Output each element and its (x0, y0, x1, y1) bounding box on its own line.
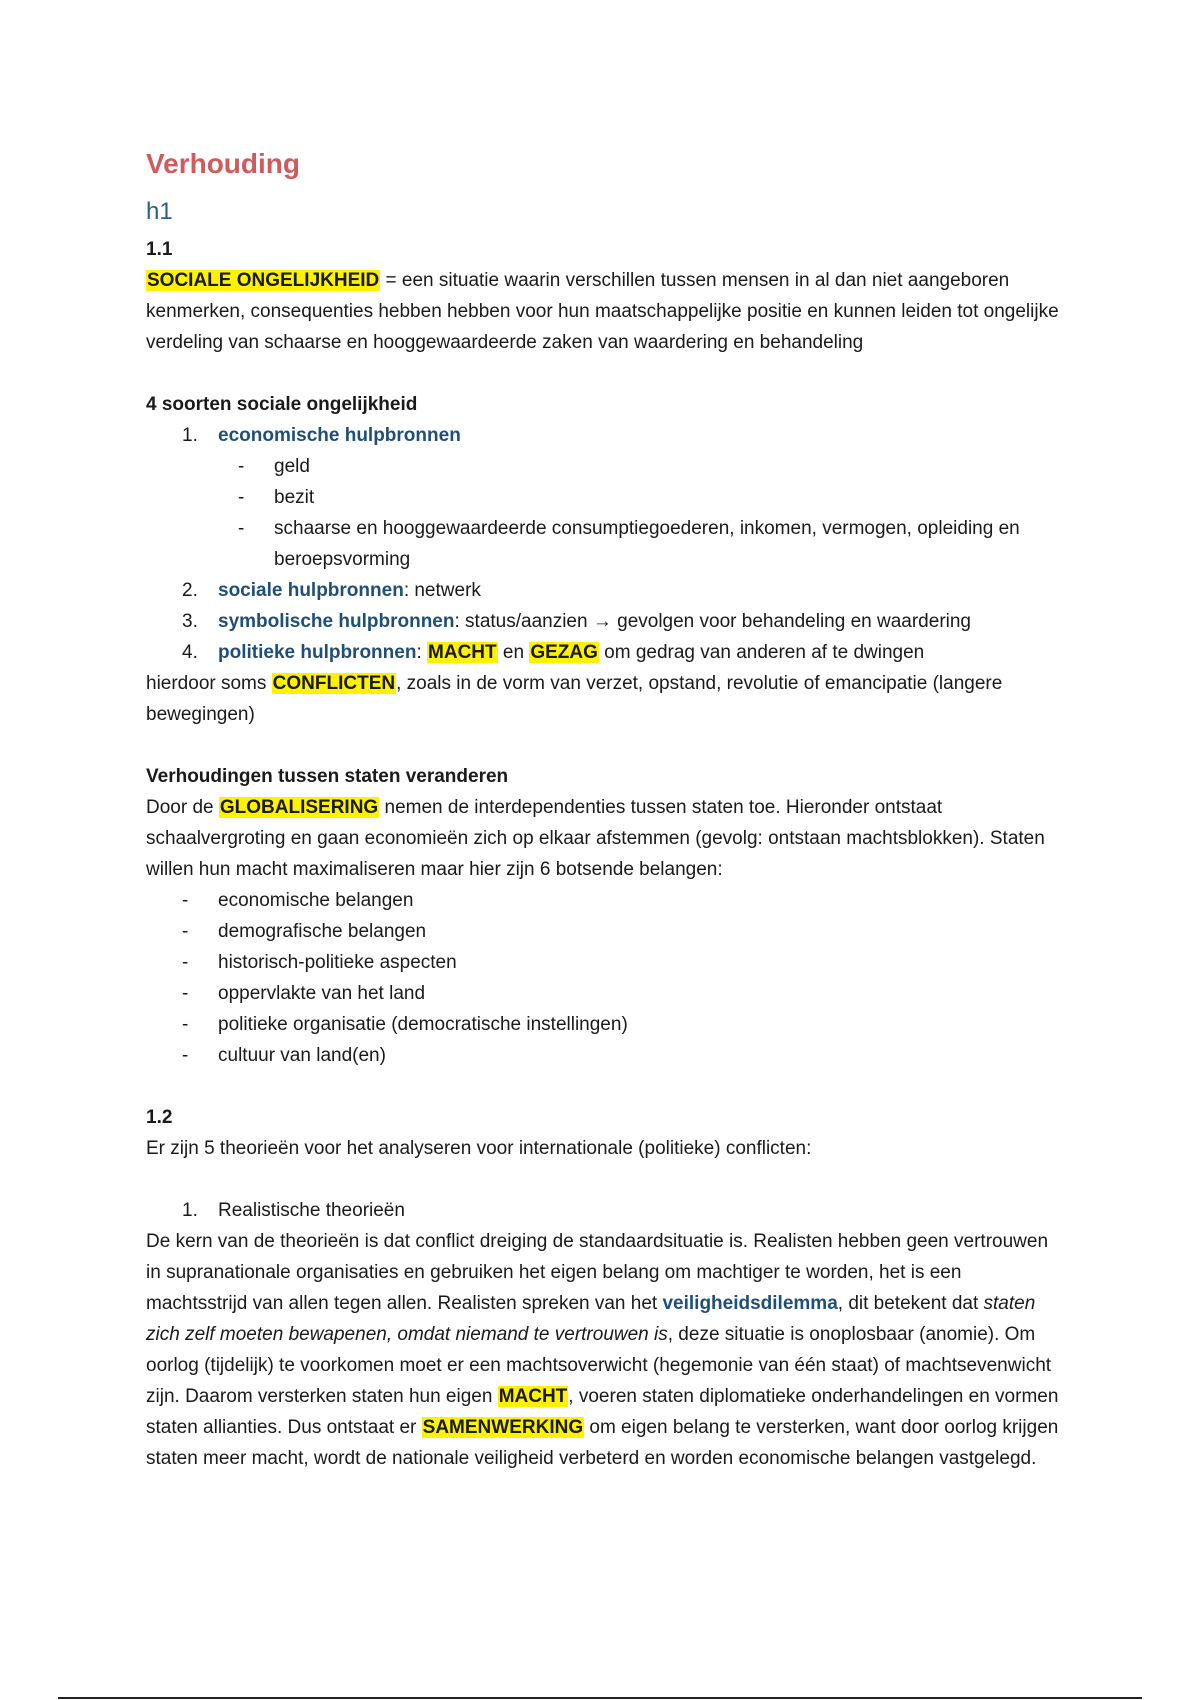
highlight-term: GLOBALISERING (219, 797, 379, 818)
list-item: - demografische belangen (146, 916, 1066, 947)
list-number: 4. (182, 642, 198, 663)
types-list-cont (146, 575, 1066, 668)
document-title: Verhouding (146, 148, 300, 179)
states-heading: Verhoudingen tussen staten veranderen (146, 766, 509, 787)
highlight-term: SAMENWERKING (422, 1417, 584, 1438)
interests-list (146, 885, 1066, 1071)
theories-list (146, 1195, 1066, 1226)
list-item: - historisch-politieke aspecten (146, 947, 1066, 978)
theory-label: Realistische theorieën (218, 1200, 405, 1221)
economic-items (146, 451, 1066, 575)
types-heading: 4 soorten sociale ongelijkheid (146, 394, 418, 415)
list-number: 1. (182, 1200, 198, 1221)
type-text: om gedrag van anderen af te dwingen (598, 642, 925, 663)
list-item (146, 637, 1066, 668)
list-item (146, 1195, 1066, 1226)
list-item: - cultuur van land(en) (146, 1040, 1066, 1071)
list-item: - politieke organisatie (democratische instellingen) (146, 1009, 1066, 1040)
section-label-1-1: 1.1 (146, 239, 173, 260)
list-item: - oppervlakte van het land (146, 978, 1066, 1009)
type-label: economische hulpbronnen (218, 425, 461, 446)
highlight-term: CONFLICTEN (272, 673, 396, 694)
list-item (146, 575, 1066, 606)
list-item: - bezit (146, 482, 1066, 513)
type-text: : status/aanzien → gevolgen voor behandeling en waardering (454, 611, 972, 632)
type-label: sociale hulpbronnen (218, 580, 404, 601)
document-page (146, 140, 1066, 1474)
highlight-term: MACHT (428, 642, 497, 663)
type-text: : netwerk (403, 580, 481, 601)
list-item: - schaarse en hooggewaardeerde consumptiegoederen, inkomen, vermogen, opleiding en beroepsvorming (146, 513, 1066, 575)
highlight-term: GEZAG (530, 642, 598, 663)
realism-paragraph: De kern van de theorieën is dat conflict dreiging de standaardsituatie is. Realisten hebben geen vertrouwen in supranationale organisaties en gebruiken het eigen belang om machtiger te worden, het is een machtsstrijd van allen tegen allen. Realisten spreken van het veiligheidsdilemma, dit betekent dat staten zich zelf moeten bewapenen, omdat niemand te vertrouwen is, deze situatie is onoplosbaar (anomie). Om oorlog (tijdelijk) te voorkomen moet er een machtsoverwicht (hegemonie van één staat) of machtsevenwicht zijn. Daarom versterken staten hun eigen MACHT, voeren staten diplomatieke onderhandelingen en vormen staten allianties. Dus ontstaat er SAMENWERKING om eigen belang te versterken, want door oorlog krijgen staten meer macht, wordt de nationale veiligheid verbeterd en worden economische belangen vastgelegd. (146, 1231, 1059, 1469)
italic-phrase: staten zich zelf moeten bewapenen, omdat niemand te vertrouwen is (146, 1293, 1036, 1345)
list-item (146, 420, 1066, 451)
list-item: - geld (146, 451, 1066, 482)
theories-intro: Er zijn 5 theorieën voor het analyseren voor internationale (politieke) conflicten: (146, 1138, 812, 1159)
list-number: 3. (182, 611, 198, 632)
definition-text: = een situatie waarin verschillen tussen mensen in al dan niet aangeboren kenmerken, consequenties hebben hebben voor hun maatschappelijke positie en kunnen leiden tot ongelijke verdeling van schaarse en hooggewaardeerde zaken van waardering en behandeling (146, 270, 1059, 353)
highlight-term: SOCIALE ONGELIJKHEID (147, 270, 380, 291)
conflicts-paragraph: hierdoor soms CONFLICTEN, zoals in de vorm van verzet, opstand, revolutie of emancipatie (langere bewegingen) (146, 673, 1003, 725)
type-label: symbolische hulpbronnen (218, 611, 455, 632)
page-bottom-rule (58, 1697, 1142, 1699)
type-text: : (416, 642, 428, 663)
highlight-term: MACHT (498, 1386, 568, 1407)
chapter-heading: h1 (146, 198, 173, 225)
key-term: veiligheidsdilemma (662, 1293, 838, 1314)
list-item: - economische belangen (146, 885, 1066, 916)
type-text: en (497, 642, 530, 663)
type-label: politieke hulpbronnen (218, 642, 417, 663)
section-label-1-2: 1.2 (146, 1107, 173, 1128)
list-item (146, 606, 1066, 637)
globalisation-paragraph: Door de GLOBALISERING nemen de interdependenties tussen staten toe. Hieronder ontstaat schaalvergroting en gaan economieën zich op elkaar afstemmen (gevolg: ontstaan machtsblokken). Staten willen hun macht maximaliseren maar hier zijn 6 botsende belangen: (146, 797, 1045, 880)
list-number: 1. (182, 425, 198, 446)
definition-paragraph (146, 265, 1066, 358)
types-list (146, 420, 1066, 451)
list-number: 2. (182, 580, 198, 601)
